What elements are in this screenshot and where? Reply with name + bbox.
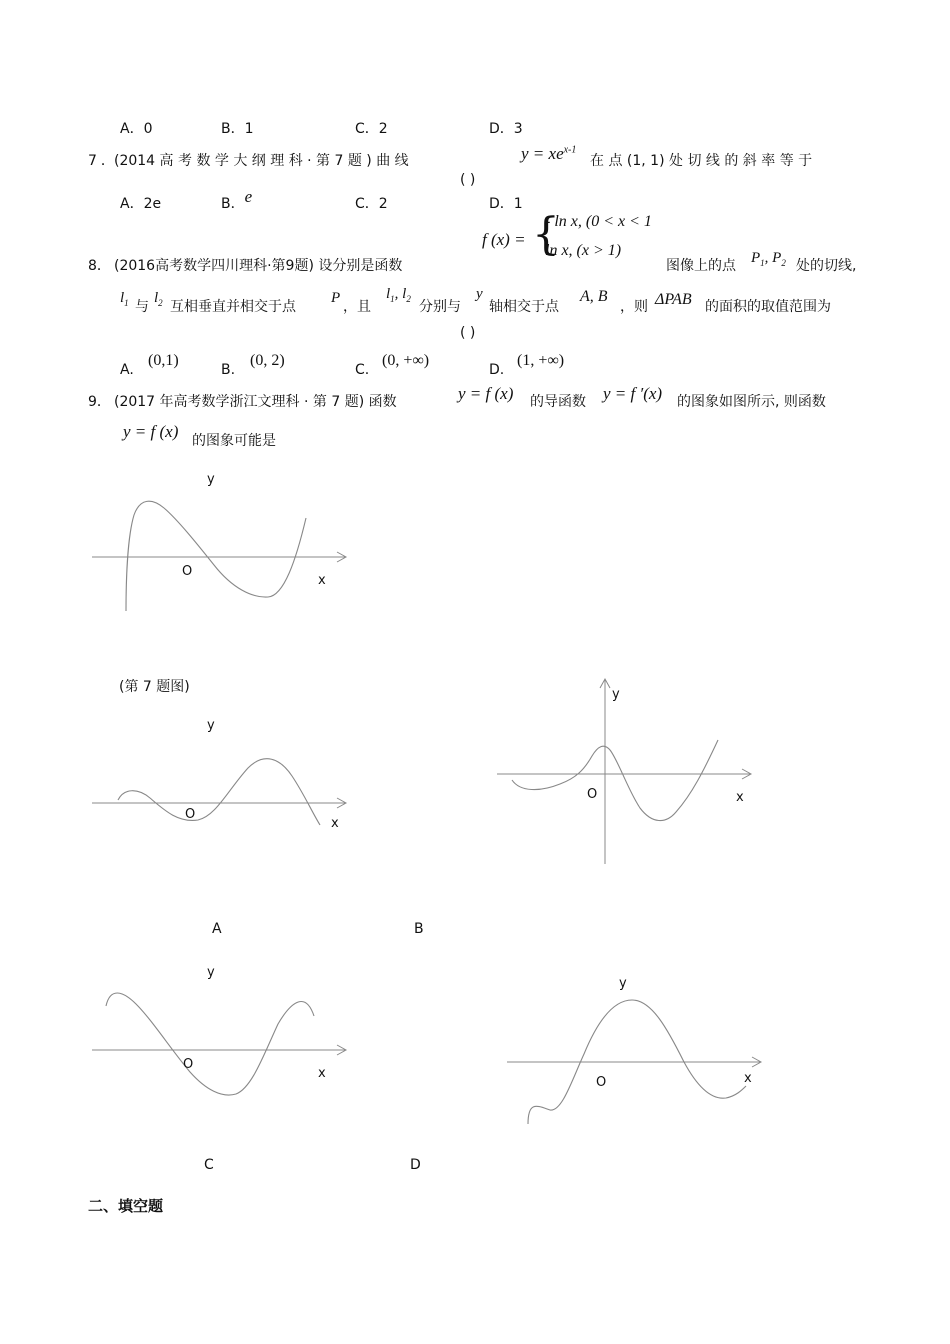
graph-d-origin: O: [596, 1075, 607, 1090]
q7-source: (2014 高 考 数 学 大 纲 理 科 · 第 7 题 ) 曲 线: [114, 153, 409, 169]
q7-text: 在 点 (1, 1) 处 切 线 的 斜 率 等 于: [590, 153, 813, 169]
graph-b-x-label: x: [736, 790, 744, 805]
q9-text-3: 的图象如图所示, 则函数: [677, 394, 826, 410]
q8-option-d-value: (1, +∞): [517, 352, 565, 369]
q6-option-d: D．3: [489, 121, 523, 137]
q8-point-p: P: [331, 290, 341, 306]
choice-label-a: A: [212, 921, 222, 937]
q7-blank: ( ): [460, 172, 476, 188]
q8-case-1: - ln x, (0 < x < 1: [545, 213, 652, 230]
q8-text-7: 分别与: [419, 299, 461, 315]
q9-text-2: 的导函数: [530, 394, 586, 410]
graph-c-y-label: y: [207, 965, 215, 980]
q6-option-b: B．1: [221, 121, 254, 137]
q8-ab: A, B: [580, 288, 608, 305]
q7-option-a: A．2e: [120, 196, 162, 212]
q8-text-5: 互相垂直并相交于点: [170, 299, 296, 315]
q9-func-2: y = f ′(x): [603, 384, 663, 403]
q8-triangle: ΔPAB: [655, 291, 692, 308]
q8-text-3: 处的切线,: [796, 258, 857, 274]
q8-option-c-value: (0, +∞): [382, 352, 430, 369]
q8-l1: $l_1$: [120, 290, 129, 308]
q9-text-1: (2017 年高考数学浙江文理科 · 第 7 题) 函数: [114, 394, 397, 410]
graph-b-origin: O: [587, 787, 598, 802]
q9-text-4: 的图象可能是: [192, 433, 276, 449]
q7-option-b: B．e: [221, 187, 253, 212]
q8-option-d: D.: [489, 362, 505, 378]
q8-number: 8．: [88, 258, 111, 274]
q8-l12: $l_1$, $l_2$: [386, 286, 411, 304]
q7-number: 7．: [88, 153, 119, 169]
choice-label-d: D: [410, 1157, 421, 1173]
q9-number: 9．: [88, 394, 111, 410]
q8-text-2: 图像上的点: [666, 258, 736, 274]
q7-option-d: D．1: [489, 196, 523, 212]
q9-func-3: y = f (x): [123, 422, 179, 441]
q7-option-c: C．2: [355, 196, 388, 212]
derivative-graph-x-label: x: [318, 573, 326, 588]
derivative-graph-origin: O: [182, 564, 193, 579]
graph-d-y-label: y: [619, 976, 627, 991]
q6-option-a: A．0: [120, 121, 153, 137]
graph-a-y-label: y: [207, 718, 215, 733]
q8-text-10: 的面积的取值范围为: [705, 299, 831, 315]
q8-l2: $l_2$: [154, 290, 163, 308]
q8-func-lhs: f (x) =: [482, 230, 526, 249]
q8-option-c: C.: [355, 362, 370, 378]
q8-brace: {: [532, 209, 560, 260]
q9-func-1: y = f (x): [458, 384, 514, 403]
q8-y: y: [476, 286, 483, 302]
choice-label-c: C: [204, 1157, 214, 1173]
graph-a-origin: O: [185, 807, 196, 822]
q8-option-a-value: (0,1): [148, 352, 179, 369]
graph-d-x-label: x: [744, 1071, 752, 1086]
q8-option-b: B.: [221, 362, 236, 378]
q8-text-4: 与: [135, 299, 149, 315]
figure-caption: (第 7 题图): [119, 679, 190, 695]
q7-formula: $y = xe^{x-1}$: [521, 144, 577, 163]
graph-c-x-label: x: [318, 1066, 326, 1081]
derivative-graph-y-label: y: [207, 472, 215, 487]
q8-points: $P_1$, $P_2$: [751, 250, 786, 268]
graph-b-y-label: y: [612, 687, 620, 702]
q8-text-1: (2016高考数学四川理科·第9题) 设分别是函数: [114, 258, 403, 274]
q8-text-9: ，则: [620, 299, 648, 315]
q8-text-6: ，且: [343, 299, 371, 315]
q6-option-c: C．2: [355, 121, 388, 137]
q8-blank: ( ): [460, 325, 476, 341]
q8-option-a: A.: [120, 362, 134, 378]
q8-case-2: ln x, (x > 1): [545, 242, 622, 259]
q8-option-b-value: (0, 2): [250, 352, 285, 369]
graph-a-x-label: x: [331, 816, 339, 831]
q8-text-8: 轴相交于点: [489, 299, 559, 315]
section-title: 二、填空题: [88, 1197, 164, 1215]
choice-label-b: B: [414, 921, 424, 937]
graph-c-origin: O: [183, 1057, 194, 1072]
